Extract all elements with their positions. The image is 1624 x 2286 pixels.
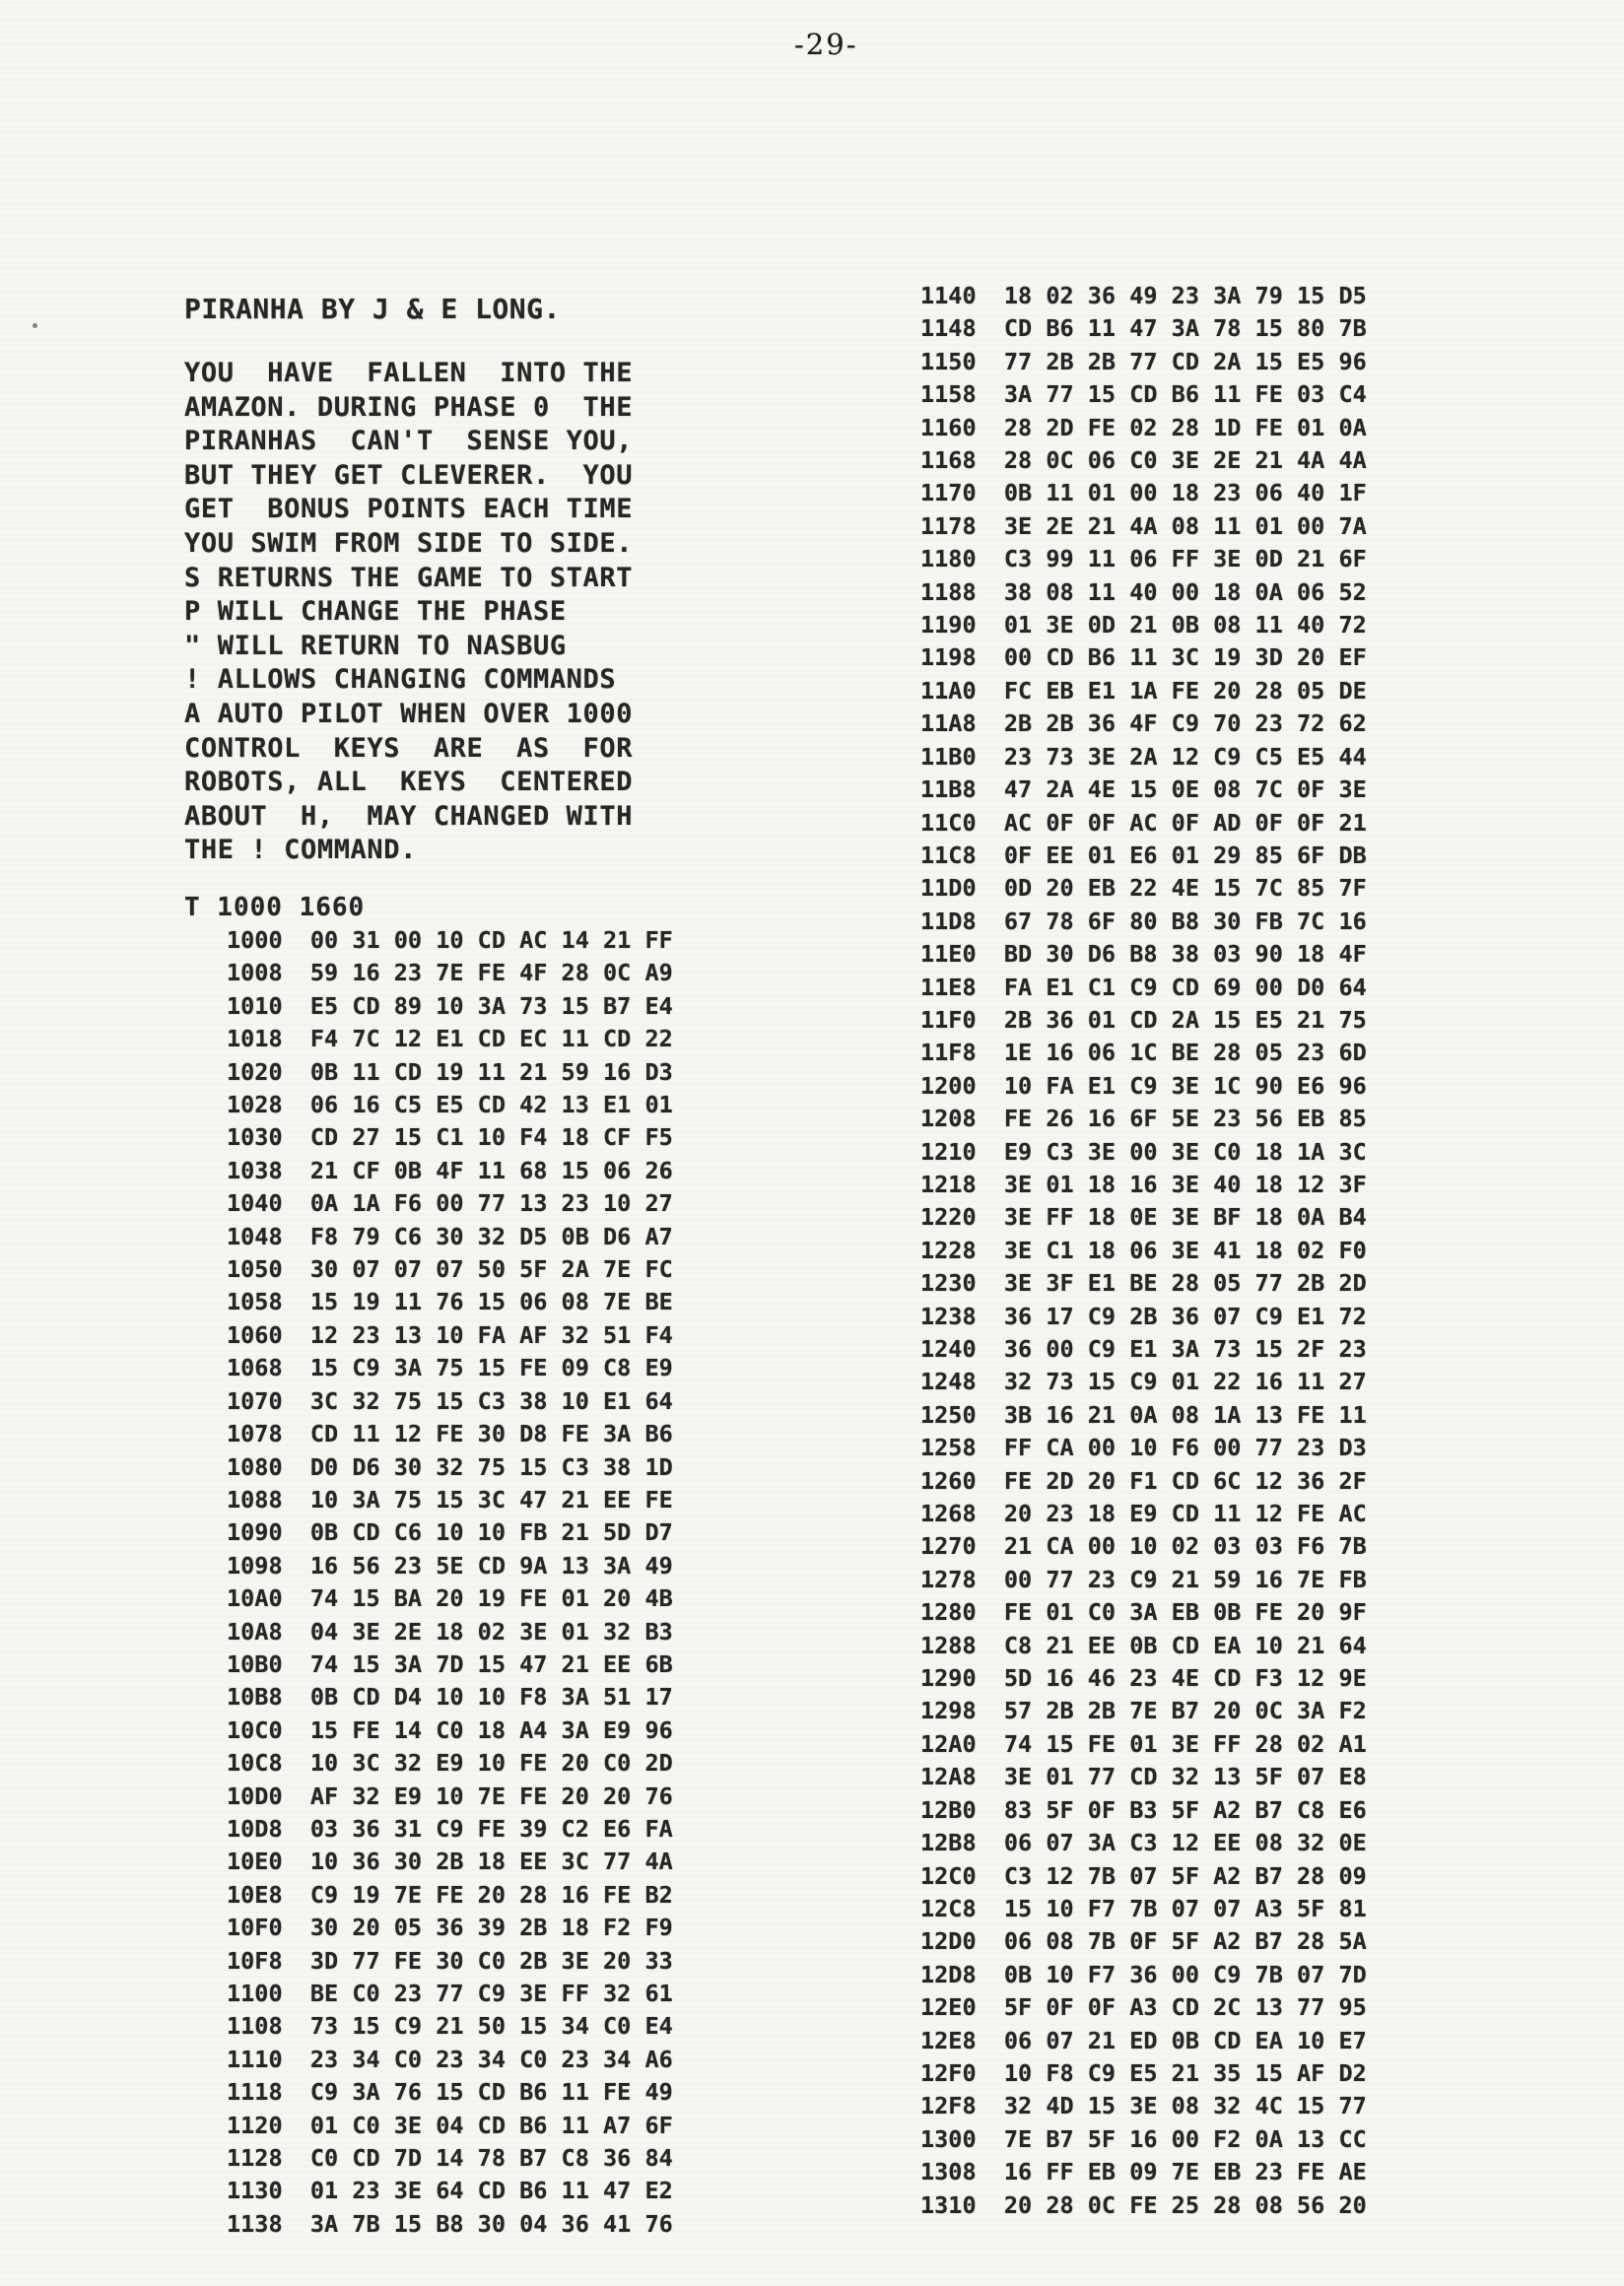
hex-dump-row: 1150 77 2B 2B 77 CD 2A 15 E5 96 xyxy=(920,347,1367,375)
hex-dump-row: 1300 7E B7 5F 16 00 F2 0A 13 CC xyxy=(920,2124,1367,2153)
article-body-line: ROBOTS, ALL KEYS CENTERED xyxy=(184,767,634,798)
article-body-line: BUT THEY GET CLEVERER. YOU xyxy=(184,459,634,491)
hex-dump-row: 1308 16 FF EB 09 7E EB 23 FE AE xyxy=(920,2158,1367,2186)
hex-dump-row: 1160 28 2D FE 02 28 1D FE 01 0A xyxy=(920,413,1367,441)
hex-dump-row: 10D0 AF 32 E9 10 7E FE 20 20 76 xyxy=(227,1782,673,1810)
hex-dump-row: 1148 CD B6 11 47 3A 78 15 80 7B xyxy=(920,314,1367,343)
hex-dump-row: 1070 3C 32 75 15 C3 38 10 E1 64 xyxy=(227,1386,673,1415)
hex-dump-row: 1128 C0 CD 7D 14 78 B7 C8 36 84 xyxy=(227,2144,673,2173)
hex-dump-row: 12B0 83 5F 0F B3 5F A2 B7 C8 E6 xyxy=(920,1795,1367,1824)
hex-dump-row: 10E8 C9 19 7E FE 20 28 16 FE B2 xyxy=(227,1880,673,1909)
article-body-line: YOU SWIM FROM SIDE TO SIDE. xyxy=(184,527,634,559)
hex-dump-right-column xyxy=(920,280,1367,2222)
hex-dump-row: 1068 15 C9 3A 75 15 FE 09 C8 E9 xyxy=(227,1354,673,1382)
hex-dump-row: 12D8 0B 10 F7 36 00 C9 7B 07 7D xyxy=(920,1960,1367,1988)
hex-dump-row: 1028 06 16 C5 E5 CD 42 13 E1 01 xyxy=(227,1091,673,1119)
article-body-line: " WILL RETURN TO NASBUG xyxy=(184,630,567,661)
hex-dump-row: 1138 3A 7B 15 B8 30 04 36 41 76 xyxy=(227,2209,673,2238)
article-body-line: AMAZON. DURING PHASE 0 THE xyxy=(184,391,634,423)
hex-dump-row: 1130 01 23 3E 64 CD B6 11 47 E2 xyxy=(227,2177,673,2205)
hex-dump-row: 11D8 67 78 6F 80 B8 30 FB 7C 16 xyxy=(920,907,1367,935)
hex-dump-row: 1298 57 2B 2B 7E B7 20 0C 3A F2 xyxy=(920,1697,1367,1725)
hex-dump-row: 10C8 10 3C 32 E9 10 FE 20 C0 2D xyxy=(227,1749,673,1778)
article-body-line: ! ALLOWS CHANGING COMMANDS xyxy=(184,664,617,696)
hex-dump-row: 12D0 06 08 7B 0F 5F A2 B7 28 5A xyxy=(920,1927,1367,1956)
article-body-line: THE ! COMMAND. xyxy=(184,835,417,866)
hex-dump-row: 1248 32 73 15 C9 01 22 16 11 27 xyxy=(920,1368,1367,1396)
article-body-line: YOU HAVE FALLEN INTO THE xyxy=(184,358,634,388)
article-title: PIRANHA BY J & E LONG. xyxy=(184,293,561,325)
hex-dump-row: 1098 16 56 23 5E CD 9A 13 3A 49 xyxy=(227,1551,673,1580)
hex-dump-row: 1060 12 23 13 10 FA AF 32 51 F4 xyxy=(227,1320,673,1349)
hex-dump-row: 1088 10 3A 75 15 3C 47 21 EE FE xyxy=(227,1485,673,1513)
hex-dump-row: 1188 38 08 11 40 00 18 0A 06 52 xyxy=(920,577,1367,606)
hex-dump-row: 1178 3E 2E 21 4A 08 11 01 00 7A xyxy=(920,511,1367,540)
hex-dump-row: 1288 C8 21 EE 0B CD EA 10 21 64 xyxy=(920,1631,1367,1659)
article-body xyxy=(184,357,633,868)
hex-dump-row: 1050 30 07 07 07 50 5F 2A 7E FC xyxy=(227,1255,673,1284)
hex-dump-row: 1220 3E FF 18 0E 3E BF 18 0A B4 xyxy=(920,1203,1367,1232)
hex-dump-row: 1258 FF CA 00 10 F6 00 77 23 D3 xyxy=(920,1434,1367,1462)
hex-dump-row: 1310 20 28 0C FE 25 28 08 56 20 xyxy=(920,2190,1367,2219)
hex-dump-row: 1218 3E 01 18 16 3E 40 18 12 3F xyxy=(920,1170,1367,1198)
hex-dump-row: 1048 F8 79 C6 30 32 D5 0B D6 A7 xyxy=(227,1222,673,1250)
hex-dump-row: 10F8 3D 77 FE 30 C0 2B 3E 20 33 xyxy=(227,1946,673,1975)
hex-dump-row: 1000 00 31 00 10 CD AC 14 21 FF xyxy=(227,926,673,954)
hex-dump-row: 1100 BE C0 23 77 C9 3E FF 32 61 xyxy=(227,1980,673,2007)
hex-dump-row: 1020 0B 11 CD 19 11 21 59 16 D3 xyxy=(227,1057,673,1086)
article-body-line: P WILL CHANGE THE PHASE xyxy=(184,596,567,628)
hex-dump-row: 11E0 BD 30 D6 B8 38 03 90 18 4F xyxy=(920,940,1367,969)
hex-dump-row: 11D0 0D 20 EB 22 4E 15 7C 85 7F xyxy=(920,874,1367,903)
hex-dump-row: 1158 3A 77 15 CD B6 11 FE 03 C4 xyxy=(920,380,1367,409)
hex-dump-row: 11C8 0F EE 01 E6 01 29 85 6F DB xyxy=(920,840,1367,869)
hex-dump-row: 1260 FE 2D 20 F1 CD 6C 12 36 2F xyxy=(920,1466,1367,1495)
hex-dump-row: 10A0 74 15 BA 20 19 FE 01 20 4B xyxy=(227,1584,673,1613)
hex-dump-row: 1270 21 CA 00 10 02 03 03 F6 7B xyxy=(920,1532,1367,1561)
hex-dump-row: 1278 00 77 23 C9 21 59 16 7E FB xyxy=(920,1565,1367,1593)
article-body-line: S RETURNS THE GAME TO START xyxy=(184,562,634,593)
hex-dump-row: 12A8 3E 01 77 CD 32 13 5F 07 E8 xyxy=(920,1763,1367,1791)
hex-dump-row: 12F0 10 F8 C9 E5 21 35 15 AF D2 xyxy=(920,2058,1367,2087)
hex-dump-row: 1010 E5 CD 89 10 3A 73 15 B7 E4 xyxy=(227,991,673,1020)
hex-dump-row: 1230 3E 3F E1 BE 28 05 77 2B 2D xyxy=(920,1269,1367,1298)
page-number: -29- xyxy=(794,28,858,61)
hex-dump-row: 1018 F4 7C 12 E1 CD EC 11 CD 22 xyxy=(227,1025,673,1053)
hex-dump-row: 1228 3E C1 18 06 3E 41 18 02 F0 xyxy=(920,1236,1367,1264)
hex-dump-row: 1190 01 3E 0D 21 0B 08 11 40 72 xyxy=(920,611,1367,639)
hex-dump-row: 1198 00 CD B6 11 3C 19 3D 20 EF xyxy=(920,643,1367,672)
hex-dump-row: 1200 10 FA E1 C9 3E 1C 90 E6 96 xyxy=(920,1071,1367,1100)
hex-dump-row: 11A0 FC EB E1 1A FE 20 28 05 DE xyxy=(920,676,1367,705)
hex-dump-row: 12A0 74 15 FE 01 3E FF 28 02 A1 xyxy=(920,1729,1367,1758)
hex-dump-row: 1238 36 17 C9 2B 36 07 C9 E1 72 xyxy=(920,1302,1367,1330)
hex-dump-row: 1120 01 C0 3E 04 CD B6 11 A7 6F xyxy=(227,2111,673,2139)
hex-dump-row: 1030 CD 27 15 C1 10 F4 18 CF F5 xyxy=(227,1123,673,1152)
hex-dump-row: 10B0 74 15 3A 7D 15 47 21 EE 6B xyxy=(227,1649,673,1678)
hex-dump-row: 10B8 0B CD D4 10 10 F8 3A 51 17 xyxy=(227,1683,673,1712)
hex-dump-row: 1250 3B 16 21 0A 08 1A 13 FE 11 xyxy=(920,1400,1367,1429)
hex-dump-row: 1078 CD 11 12 FE 30 D8 FE 3A B6 xyxy=(227,1420,673,1448)
hex-dump-row: 1240 36 00 C9 E1 3A 73 15 2F 23 xyxy=(920,1335,1367,1363)
hex-dump-row: 10D8 03 36 31 C9 FE 39 C2 E6 FA xyxy=(227,1814,673,1843)
hex-dump-row: 1108 73 15 C9 21 50 15 34 C0 E4 xyxy=(227,2012,673,2041)
article-body-line: PIRANHAS CAN'T SENSE YOU, xyxy=(184,426,634,457)
hex-dump-row: 11A8 2B 2B 36 4F C9 70 23 72 62 xyxy=(920,709,1367,738)
hex-dump-row: 11E8 FA E1 C1 C9 CD 69 00 D0 64 xyxy=(920,973,1367,1001)
hex-dump-row: 12E8 06 07 21 ED 0B CD EA 10 E7 xyxy=(920,2026,1367,2054)
hex-dump-row: 1058 15 19 11 76 15 06 08 7E BE xyxy=(227,1288,673,1316)
hex-dump-row: 1168 28 0C 06 C0 3E 2E 21 4A 4A xyxy=(920,446,1367,475)
hex-dump-row: 11B0 23 73 3E 2A 12 C9 C5 E5 44 xyxy=(920,742,1367,771)
hex-dump-row: 1290 5D 16 46 23 4E CD F3 12 9E xyxy=(920,1664,1367,1693)
hex-dump-row: 1118 C9 3A 76 15 CD B6 11 FE 49 xyxy=(227,2078,673,2107)
hex-dump-row: 10F0 30 20 05 36 39 2B 18 F2 F9 xyxy=(227,1914,673,1942)
hex-dump-row: 12B8 06 07 3A C3 12 EE 08 32 0E xyxy=(920,1829,1367,1857)
hex-dump-row: 11F0 2B 36 01 CD 2A 15 E5 21 75 xyxy=(920,1005,1367,1034)
hex-dump-row: 1208 FE 26 16 6F 5E 23 56 EB 85 xyxy=(920,1105,1367,1133)
article-body-line: A AUTO PILOT WHEN OVER 1000 xyxy=(184,698,634,729)
article-body-line: ABOUT H, MAY CHANGED WITH xyxy=(184,800,634,832)
hex-dump-row: 1090 0B CD C6 10 10 FB 21 5D D7 xyxy=(227,1518,673,1547)
hex-dump-row: 12E0 5F 0F 0F A3 CD 2C 13 77 95 xyxy=(920,1993,1367,2022)
hex-dump-row: 12F8 32 4D 15 3E 08 32 4C 15 77 xyxy=(920,2092,1367,2120)
hex-dump-row: 1080 D0 D6 30 32 75 15 C3 38 1D xyxy=(227,1452,673,1481)
hex-dump-row: 11F8 1E 16 06 1C BE 28 05 23 6D xyxy=(920,1039,1367,1067)
hex-dump-row: 1110 23 34 C0 23 34 C0 23 34 A6 xyxy=(227,2045,673,2073)
hex-dump-row: 10A8 04 3E 2E 18 02 3E 01 32 B3 xyxy=(227,1617,673,1646)
hex-dump-row: 1268 20 23 18 E9 CD 11 12 FE AC xyxy=(920,1500,1367,1528)
scan-speck xyxy=(33,323,37,328)
hex-dump-row: 1180 C3 99 11 06 FF 3E 0D 21 6F xyxy=(920,545,1367,573)
hex-dump-row: 12C0 C3 12 7B 07 5F A2 B7 28 09 xyxy=(920,1861,1367,1890)
hex-dump-row: 11B8 47 2A 4E 15 0E 08 7C 0F 3E xyxy=(920,775,1367,804)
tape-command-line: T 1000 1660 xyxy=(184,893,366,922)
hex-dump-row: 1040 0A 1A F6 00 77 13 23 10 27 xyxy=(227,1189,673,1218)
hex-dump-row: 10E0 10 36 30 2B 18 EE 3C 77 4A xyxy=(227,1848,673,1876)
hex-dump-row: 1210 E9 C3 3E 00 3E C0 18 1A 3C xyxy=(920,1137,1367,1166)
hex-dump-left-column xyxy=(227,924,673,2241)
article-body-line: GET BONUS POINTS EACH TIME xyxy=(184,494,634,525)
hex-dump-row: 1170 0B 11 01 00 18 23 06 40 1F xyxy=(920,479,1367,507)
hex-dump-row: 1280 FE 01 C0 3A EB 0B FE 20 9F xyxy=(920,1598,1367,1627)
hex-dump-row: 1008 59 16 23 7E FE 4F 28 0C A9 xyxy=(227,959,673,987)
hex-dump-row: 12C8 15 10 F7 7B 07 07 A3 5F 81 xyxy=(920,1894,1367,1922)
hex-dump-row: 1038 21 CF 0B 4F 11 68 15 06 26 xyxy=(227,1156,673,1184)
article-body-line: CONTROL KEYS ARE AS FOR xyxy=(184,732,634,764)
hex-dump-row: 11C0 AC 0F 0F AC 0F AD 0F 0F 21 xyxy=(920,808,1367,837)
hex-dump-row: 10C0 15 FE 14 C0 18 A4 3A E9 96 xyxy=(227,1715,673,1744)
hex-dump-row: 1140 18 02 36 49 23 3A 79 15 D5 xyxy=(920,282,1367,309)
